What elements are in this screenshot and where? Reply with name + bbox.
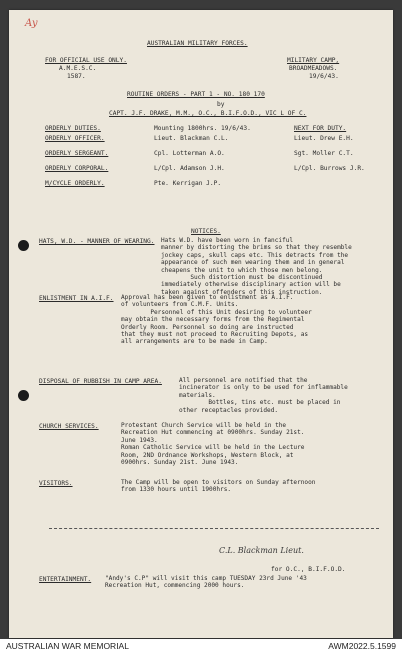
punch-hole-top [18, 240, 29, 251]
duty-label: M/CYCLE ORDERLY. [45, 180, 105, 187]
duty-next: L/Cpl. Burrows J.R. [294, 165, 365, 172]
section-text-hats: Hats W.D. have been worn in fanciful manner by distorting the brims so that they resemble jockey caps, skull caps etc. This detracts from the appearance of such men wearing them and in general cheapens the unit to which those men belong. Such distortion must be discontinued immediately otherwise disciplinary action will be taken against offenders of this instruction. [161, 237, 352, 296]
official-use: FOR OFFICIAL USE ONLY. [45, 57, 127, 64]
section-heading-enlistment: ENLISTMENT IN A.I.F. [39, 295, 114, 302]
duty-label: ORDERLY OFFICER. [45, 135, 105, 142]
duty-current: Cpl. Lotterman A.O. [154, 150, 225, 157]
duty-current: Pte. Kerrigan J.P. [154, 180, 222, 187]
ref-code: A.M.E.S.C. [59, 65, 97, 72]
order-date: 19/6/43. [309, 73, 339, 80]
by-line: by [217, 101, 225, 108]
camp-location: BROADMEADOWS. [289, 65, 338, 72]
camp-name: MILITARY CAMP, [287, 57, 340, 64]
duty-label: ORDERLY SERGEANT. [45, 150, 109, 157]
handwritten-note: Ay [25, 18, 38, 29]
signature: C.L. Blackman Lieut. [219, 546, 304, 555]
force-heading: AUSTRALIAN MILITARY FORCES. [147, 40, 248, 47]
notices-title: NOTICES. [191, 228, 221, 235]
signature-for: for O.C., B.I.F.O.D. [271, 566, 346, 573]
duty-next: Lieut. Drew E.H. [294, 135, 354, 142]
duty-current: L/Cpl. Adamson J.H. [154, 165, 225, 172]
section-heading-hats: HATS, W.D. - MANNER OF WEARING. [39, 238, 155, 245]
next-duty-label: NEXT FOR DUTY. [294, 125, 347, 132]
section-text-church: Protestant Church Service will be held in the Recreation Hut commencing at 0900hrs. Sunday 21st. June 1943. Roman Catholic Service will be held in the Lecture Room, 2ND Ordnance Workshops, Western Block, at 0900hrs. Sunday 21st. June 1943. [121, 422, 305, 467]
document-page [9, 10, 393, 638]
section-text-entertainment: "Andy's C.P" will visit this camp TUESDAY 23rd June '43 Recreation Hut, commencing 2000 hours. [105, 575, 307, 590]
punch-hole-bottom [18, 390, 29, 401]
ref-number: 1587. [67, 73, 86, 80]
section-heading-visitors: VISITORS. [39, 480, 73, 487]
duty-label: ORDERLY CORPORAL. [45, 165, 109, 172]
section-text-rubbish: All personnel are notified that the incinerator is only to be used for inflammable materials. Bottles, tins etc. must be placed in other receptacles provided. [179, 377, 348, 414]
section-heading-church: CHURCH SERVICES. [39, 423, 99, 430]
archive-id: AWM2022.5.1599 [328, 641, 396, 651]
officer-line: CAPT. J.F. DRAKE, M.M., O.C., B.I.F.O.D., VIC L OF C. [109, 110, 307, 117]
section-heading-rubbish: DISPOSAL OF RUBBISH IN CAMP AREA. [39, 378, 162, 385]
orders-title: ROUTINE ORDERS - PART 1 - NO. 180 170 [127, 91, 265, 98]
orderly-duties-label: ORDERLY DUTIES. [45, 125, 101, 132]
duty-current: Lieut. Blackman C.L. [154, 135, 229, 142]
archive-name: AUSTRALIAN WAR MEMORIAL [6, 641, 129, 651]
section-heading-entertainment: ENTERTAINMENT. [39, 576, 92, 583]
divider-rule [49, 528, 379, 529]
duty-next: Sgt. Moller C.T. [294, 150, 354, 157]
section-text-enlistment: Approval has been given to enlistment as A.I.F. of volunteers from C.M.F. Units. Personnel of this Unit desiring to volunteer may obtain the necessary forms from the Regimental Orderly Room. Personnel so doing are instructed that they must not proceed to Recruiting Depots, as all arrangements are to be made in Camp. [121, 294, 312, 346]
archive-footer [0, 639, 402, 653]
mounting-time: Mounting 1800hrs. 19/6/43. [154, 125, 251, 132]
section-text-visitors: The Camp will be open to visitors on Sunday afternoon from 1330 hours until 1900hrs. [121, 479, 316, 494]
